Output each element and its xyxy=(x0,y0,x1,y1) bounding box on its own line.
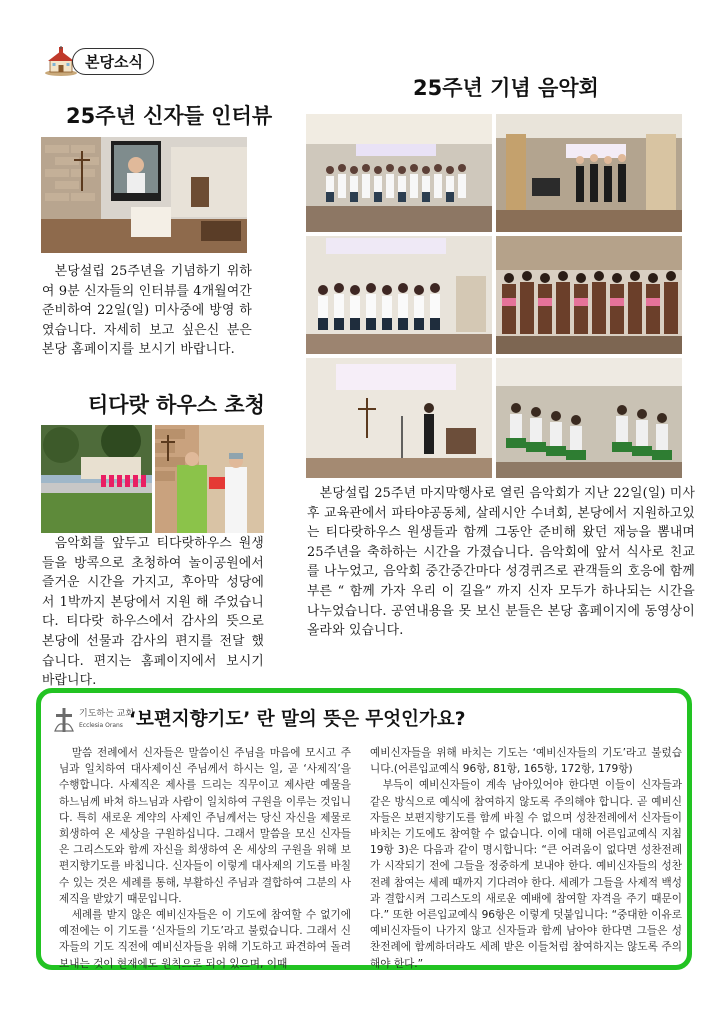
concert-photo-5 xyxy=(306,358,492,478)
logo-text: 기도하는 교회 xyxy=(79,709,135,719)
concert-photo-4 xyxy=(496,236,682,354)
prayer-box-paragraph: 말씀 전례에서 신자들은 말씀이신 주님을 마음에 모시고 주님과 일치하여 대사제이신 주님께서 하시는 일, 곧 ‘사제직’을 수행합니다. 사제직은 제사를 드리는 직무이고 제사란 예물을 하느님께 바쳐 하느님과 사람이 일치하여 구원을 이루는 것입니다. 특히 새로운 계약의 사제인 주님께서는 당신 자신을 제물로 희생하여 온 세상을 구원하십니다. 그래서 말씀을 모신 신자들은 그리스도와 함께 자신을 희생하여 온 세상의 구원을 위해 보편지향기도를 바칩니다. 신자들이 이렇게 대사제의 기도를 바칠 수 있는 것은 세례를 통해, 부활하신 주님과 결합하여 그분의 사제직을 받았기 때문입니다. xyxy=(59,747,351,905)
concert-photo-2 xyxy=(496,114,682,232)
interview-photo xyxy=(41,137,247,253)
cross-hands-icon xyxy=(53,707,75,733)
concert-photo-3 xyxy=(306,236,492,354)
tidarat-photo-2 xyxy=(155,425,264,533)
tidarat-photo-1 xyxy=(41,425,152,533)
praying-church-logo xyxy=(53,707,134,733)
prayer-box-left-column xyxy=(59,745,351,972)
prayer-explainer-box xyxy=(36,688,692,970)
concert-body: 본당설립 25주년 마지막행사로 열린 음악회가 지난 22일(일) 미사 후 교육관에서 파타야공동체, 살레시안 수녀회, 본당에서 지원하고있는 티다랏하우스 원생들과 함께 그동안 준비해 왔던 재능을 뽐내며 25주년을 축하하는 시간을 가졌습니다. 음악회에 앞서 식사로 친교를 나누었고, 음악회 중간중간마다 성경퀴즈로 관객들의 호응에 함께 부른 “ 함께 가자 우리 이 길을” 까지 신자 모두가 하나되는 시간을 나누었습니다. 공연내용을 못 보신 분들은 본당 홈페이지에 동영상이 올라와 있습니다. xyxy=(307,486,695,639)
section-tag xyxy=(44,45,154,77)
interview-title: 25주년 신자들 인터뷰 xyxy=(66,104,273,128)
concert-title: 25주년 기념 음악회 xyxy=(413,76,599,100)
prayer-box-paragraph: 부득이 예비신자들이 계속 남아있어야 한다면 이들이 신자들과 같은 방식으로 예식에 참여하지 않도록 주의해야 합니다. 곧 예비신자들은 보편지향기도를 함께 바칠 수 없으며 성찬전례에서 신자들이 바치는 기도에도 참여할 수 없습니다. 이에 대해 어른입교예식 지침 19항 3)은 다음과 같이 명시합니다: “큰 어려움이 없다면 성찬전례가 시작되기 전에 그들을 정중하게 보내야 한다. 예비신자들의 성찬전례 참여는 세례 때까지 기다려야 한다. 세례가 그들을 사제적 백성과 결합시켜 그리스도의 새로운 예배에 참여할 자격을 주기 때문이다.” 또한 어른입교예식 96항은 이렇게 덧붙입니다: “중대한 이유로 예비신자들이 나가지 않고 신자들과 함께 남아야 한다면 그들은 성찬전례에 함께하더라도 세례 받은 이들처럼 참여하지는 않도록 주의해야 한다.” xyxy=(370,779,682,970)
concert-photo-6 xyxy=(496,358,682,478)
section-tag-label: 본당소식 xyxy=(72,48,154,75)
prayer-box-right-column xyxy=(370,745,682,972)
tidarat-title: 티다랏 하우스 초청 xyxy=(88,393,265,417)
prayer-box-title: ‘보편지향기도’ 란 말의 뜻은 무엇인가요? xyxy=(129,709,466,730)
concert-photo-1 xyxy=(306,114,492,232)
prayer-box-paragraph: 세례를 받지 않은 예비신자들은 이 기도에 참여할 수 없기에 예전에는 이 기도를 ‘신자들의 기도’라고 불렀습니다. 그래서 신자들의 기도 직전에 예비신자들을 위해 기도하고 파견하여 돌려보내는 것이 현재에도 원칙으로 되어 있으며, 이때 xyxy=(59,909,351,970)
tidarat-body: 음악회를 앞두고 티다랏하우스 원생들을 방콕으로 초청하여 놀이공원에서 즐거운 시간을 가지고, 후아막 성당에서 1박까지 본당에서 지원 해 주었습니다. 티다랏 하우스에서 감사의 뜻으로 본당에 선물과 감사의 편지를 전달 했습니다. 편지는 홈페이지에서 보시기 바랍니다. xyxy=(42,536,264,689)
prayer-box-paragraph: 예비신자들을 위해 바치는 기도는 ‘예비신자들의 기도’라고 불렀습니다.(어른입교예식 96항, 81항, 165항, 172항, 179항) xyxy=(370,747,682,776)
logo-subtext: Ecclesia Orans xyxy=(79,722,123,729)
interview-body: 본당설립 25주년을 기념하기 위하여 9분 신자들의 인터뷰를 4개월여간 준비하여 22일(일) 미사중에 방영 하였습니다. 자세히 보고 싶은신 분은 본당 홈페이지를 보시기 바랍니다. xyxy=(42,264,252,358)
